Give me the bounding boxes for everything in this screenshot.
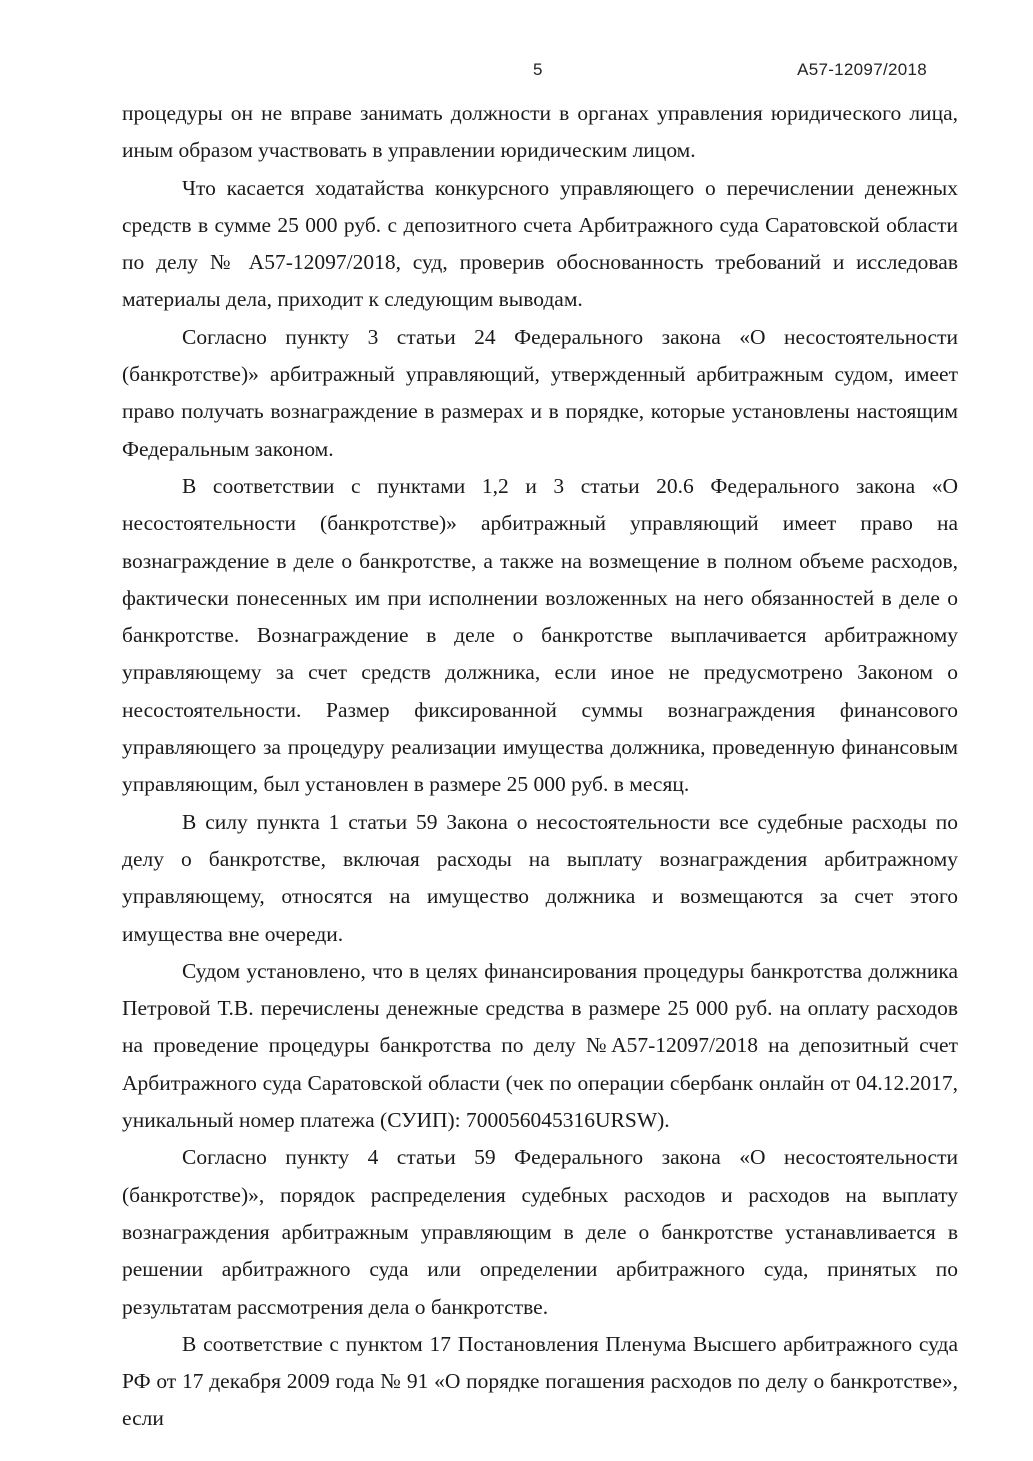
paragraph-continuation: процедуры он не вправе занимать должности в органах управления юридического лица, иным образом участвовать в управлении юридическим лицом. [122, 101, 958, 163]
paragraph: Согласно пункту 4 статьи 59 Федерального закона «О несостоятельности (банкротстве)», порядок распределения судебных расходов и расходов на выплату вознаграждения арбитражным управляющим в деле о банкротстве устанавливается в решении арбитражного суда или определении арбитражного суда, принятых по результатам рассмотрения дела о банкротстве. [122, 1145, 958, 1319]
paragraph: Согласно пункту 3 статьи 24 Федерального закона «О несостоятельности (банкротстве)» арбитражный управляющий, утвержденный арбитражным судом, имеет право получать вознаграждение в размерах и в порядке, которые установлены настоящим Федеральным законом. [122, 324, 958, 461]
document-body [122, 95, 958, 1438]
page-header [0, 58, 1033, 84]
paragraph: В соответствии с пунктами 1,2 и 3 статьи 20.6 Федерального закона «О несостоятельности (банкротстве)» арбитражный управляющий имеет право на вознаграждение в деле о банкротстве, а также на возмещение в полном объеме расходов, фактически понесенных им при исполнении возложенных на него обязанностей в деле о банкротстве. Вознаграждение в деле о банкротстве выплачивается арбитражному управляющему за счет средств должника, если иное не предусмотрено Законом о несостоятельности. Размер фиксированной суммы вознаграждения финансового управляющего за процедуру реализации имущества должника, проведенную финансовым управляющим, был установлен в размере 25 000 руб. в месяц. [122, 473, 958, 797]
paragraph: В силу пункта 1 статьи 59 Закона о несостоятельности все судебные расходы по делу о банкротстве, включая расходы на выплату вознаграждения арбитражному управляющему, относятся на имущество должника и возмещаются за счет этого имущества вне очереди. [122, 809, 958, 946]
case-number: А57-12097/2018 [797, 60, 927, 79]
paragraph: В соответствие с пунктом 17 Постановления Пленума Высшего арбитражного суда РФ от 17 декабря 2009 года № 91 «О порядке погашения расходов по делу о банкротстве», если [122, 1331, 958, 1431]
paragraph: Судом установлено, что в целях финансирования процедуры банкротства должника Петровой Т.В. перечислены денежные средства в размере 25 000 руб. на оплату расходов на проведение процедуры банкротства по делу №А57-12097/2018 на депозитный счет Арбитражного суда Саратовской области (чек по операции сбербанк онлайн от 04.12.2017, уникальный номер платежа (СУИП): 700056045316URSW). [122, 958, 958, 1133]
paragraph: Что касается ходатайства конкурсного управляющего о перечислении денежных средств в сумме 25 000 руб. с депозитного счета Арбитражного суда Саратовской области по делу № А57-12097/2018, суд, проверив обоснованность требований и исследовав материалы дела, приходит к следующим выводам. [122, 175, 958, 312]
page-number: 5 [533, 60, 543, 79]
